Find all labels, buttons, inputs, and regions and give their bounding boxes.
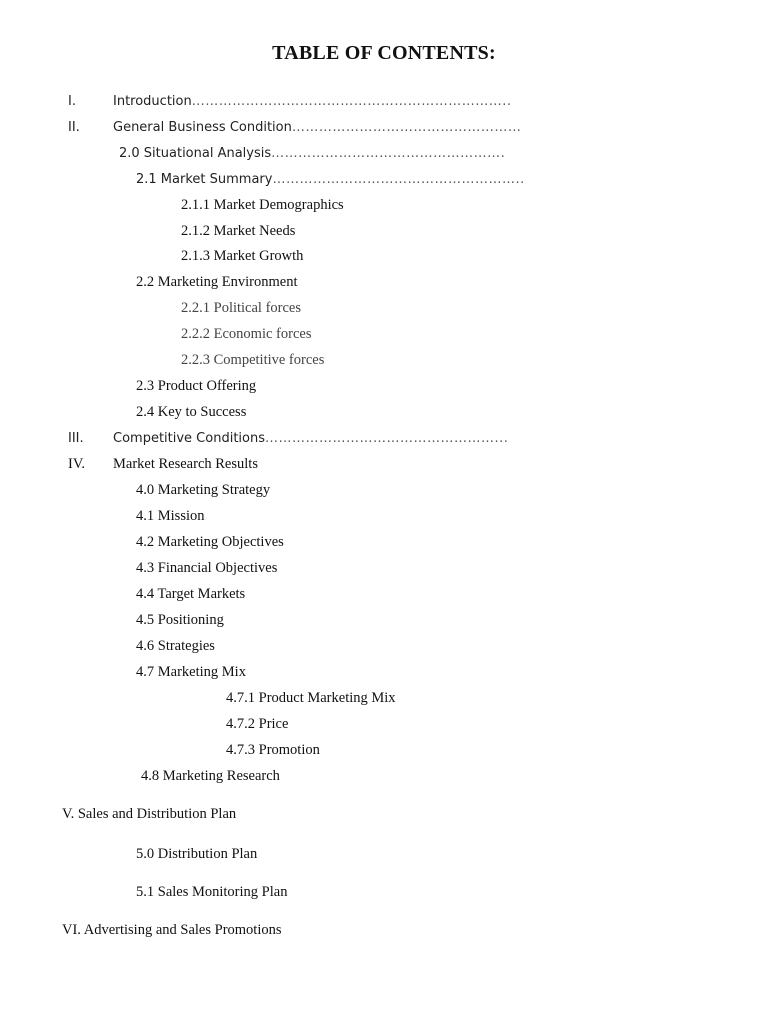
toc-entry-situational-analysis[interactable] (119, 145, 505, 163)
toc-entry-economic-forces[interactable]: 2.2.2 Economic forces (181, 326, 312, 342)
toc-entry-label: Competitive Conditions (113, 431, 265, 446)
toc-leader-dots: ……………………………………………. (271, 146, 506, 161)
toc-entry-marketing-research[interactable]: 4.8 Marketing Research (141, 768, 280, 784)
toc-entry-market-demographics[interactable]: 2.1.1 Market Demographics (181, 197, 344, 213)
toc-entry-general-business-condition[interactable] (113, 119, 521, 137)
toc-entry-iii-number: III. (68, 431, 84, 446)
toc-entry-label: 2.1 Market Summary (136, 172, 273, 187)
toc-entry-marketing-mix[interactable]: 4.7 Marketing Mix (136, 664, 246, 680)
toc-entry-product-marketing-mix[interactable]: 4.7.1 Product Marketing Mix (226, 690, 396, 706)
toc-entry-distribution-plan[interactable]: 5.0 Distribution Plan (136, 846, 258, 862)
toc-entry-market-needs[interactable]: 2.1.2 Market Needs (181, 223, 296, 239)
toc-entry-advertising-and-sales-promotions[interactable]: VI. Advertising and Sales Promotions (62, 922, 282, 938)
toc-entry-key-to-success[interactable]: 2.4 Key to Success (136, 404, 247, 420)
toc-entry-market-summary[interactable] (136, 171, 525, 189)
toc-entry-financial-objectives[interactable]: 4.3 Financial Objectives (136, 560, 278, 576)
toc-entry-target-markets[interactable]: 4.4 Target Markets (136, 586, 246, 602)
toc-entry-positioning[interactable]: 4.5 Positioning (136, 612, 224, 628)
toc-entry-competitive-conditions[interactable] (113, 430, 508, 448)
toc-entry-competitive-forces[interactable]: 2.2.3 Competitive forces (181, 352, 325, 368)
toc-entry-product-offering[interactable]: 2.3 Product Offering (136, 378, 257, 394)
toc-entry-mission[interactable]: 4.1 Mission (136, 508, 205, 524)
toc-entry-market-research-results[interactable]: Market Research Results (113, 456, 258, 472)
toc-entry-label: Introduction (113, 94, 192, 109)
page-title: TABLE OF CONTENTS: (272, 42, 496, 64)
toc-leader-dots: …………………………………………………………….. (191, 94, 512, 109)
toc-entry-iv-number: IV. (68, 456, 86, 472)
toc-entry-label: General Business Condition (113, 120, 292, 135)
toc-entry-introduction[interactable] (113, 93, 512, 111)
toc-entry-ii-number: II. (68, 120, 80, 135)
toc-entry-price[interactable]: 4.7.2 Price (226, 716, 289, 732)
toc-entry-strategies[interactable]: 4.6 Strategies (136, 638, 215, 654)
toc-entry-marketing-strategy[interactable]: 4.0 Marketing Strategy (136, 482, 271, 498)
toc-entry-marketing-objectives[interactable]: 4.2 Marketing Objectives (136, 534, 284, 550)
toc-entry-i-number: I. (68, 94, 76, 109)
toc-entry-political-forces[interactable]: 2.2.1 Political forces (181, 300, 302, 316)
toc-entry-marketing-environment[interactable]: 2.2 Marketing Environment (136, 274, 298, 290)
toc-entry-market-growth[interactable]: 2.1.3 Market Growth (181, 248, 304, 264)
toc-entry-promotion[interactable]: 4.7.3 Promotion (226, 742, 320, 758)
toc-leader-dots: ……………………………………………….. (272, 172, 525, 187)
toc-entry-label: 2.0 Situational Analysis (119, 146, 272, 161)
toc-entry-sales-monitoring-plan[interactable]: 5.1 Sales Monitoring Plan (136, 884, 288, 900)
toc-leader-dots: …………………………………………… (291, 120, 522, 135)
toc-leader-dots: ……………………………………………... (265, 431, 509, 446)
toc-entry-sales-and-distribution-plan[interactable]: V. Sales and Distribution Plan (62, 806, 237, 822)
